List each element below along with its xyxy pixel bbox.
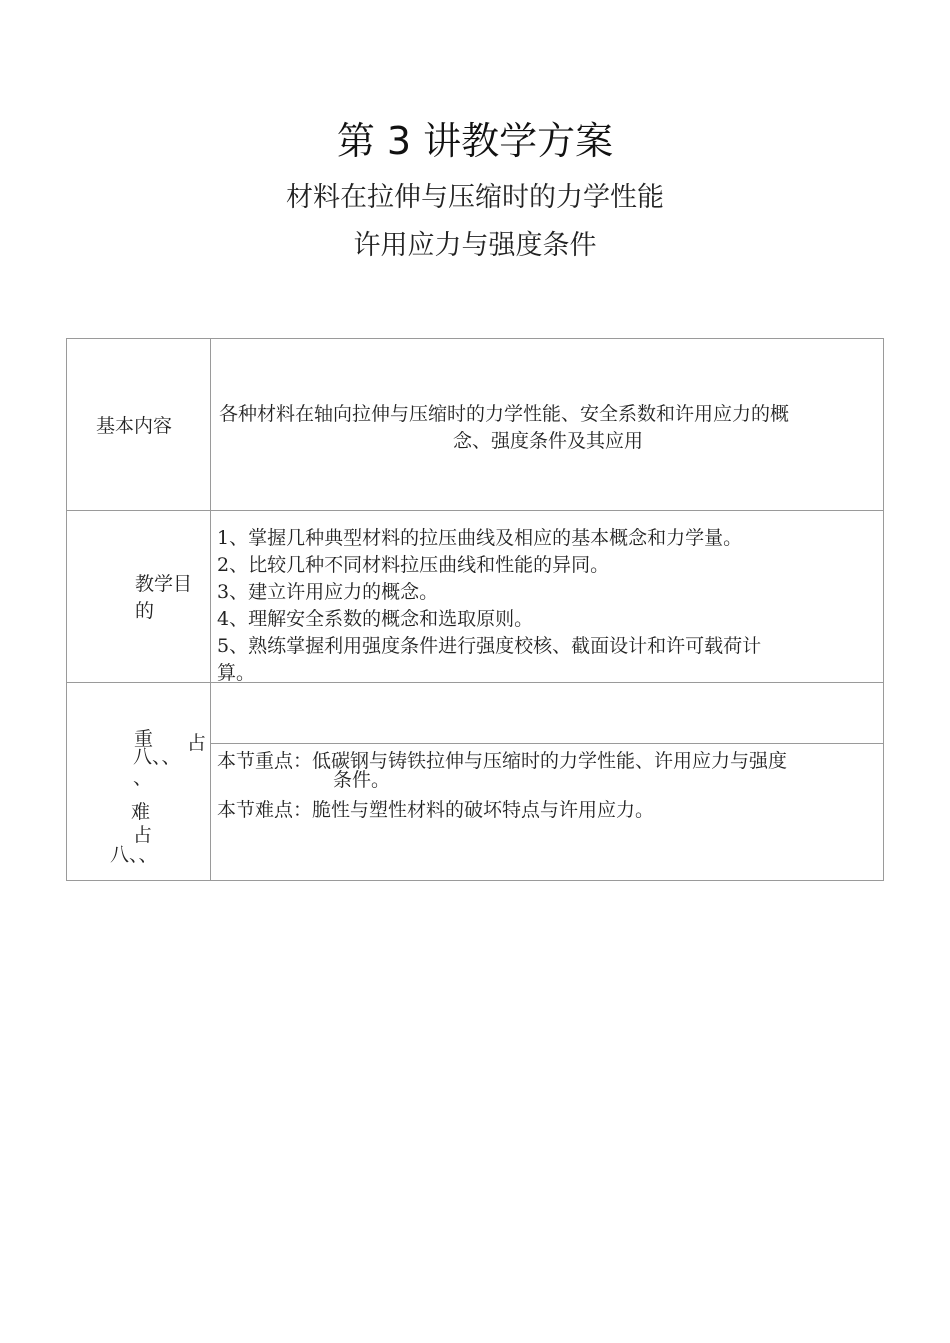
document-subtitle-1: 材料在拉伸与压缩时的力学性能 [286,182,664,213]
goal-item: 1、掌握几种典型材料的拉压曲线及相应的基本概念和力学量。 [217,527,743,549]
difficulty-point: 本节难点：脆性与塑性材料的破坏特点与许用应力。 [217,799,655,821]
goal-item: 2、比较几种不同材料拉压曲线和性能的异同。 [217,554,610,576]
key-point-line-1: 本节重点：低碳钢与铸铁拉伸与压缩时的力学性能、许用应力与强度 [217,750,788,772]
row-label-basic-content: 基本内容 [96,415,173,437]
row-label-key-part: 占 [187,732,207,754]
goal-item: 算。 [217,662,256,681]
basic-content-line-2: 念、强度条件及其应用 [452,430,643,452]
goal-item: 3、建立许用应力的概念。 [217,581,439,603]
row-divider [67,682,883,683]
row-label-key-part: 八、、 [133,746,181,768]
key-point-line-2: 条件。 [333,769,391,791]
basic-content-line-1: 各种材料在轴向拉伸与压缩时的力学性能、安全系数和许用应力的概 [219,403,790,425]
row-label-teaching-goal-2: 的 [135,600,155,622]
row-label-key-part: 占 [133,824,153,846]
lesson-plan-table [66,338,884,881]
column-divider [210,339,211,880]
row-divider [67,510,883,511]
row-label-key-part: 、 [133,767,153,789]
row-label-key-part: 八、、 [110,844,158,866]
document-title: 第 3 讲教学方案 [336,119,614,163]
row-label-key-part: 难 [131,801,151,823]
teaching-goals-list [217,525,877,681]
goal-item: 5、熟练掌握利用强度条件进行强度校核、截面设计和许可载荷计 [217,635,762,657]
row-label-key-part: 重 [134,728,154,750]
document-subtitle-2: 许用应力与强度条件 [353,230,597,261]
goal-item: 4、理解安全系数的概念和选取原则。 [217,608,534,630]
row-label-teaching-goal-1: 教学目 [135,573,193,595]
key-point-clip [217,744,877,784]
